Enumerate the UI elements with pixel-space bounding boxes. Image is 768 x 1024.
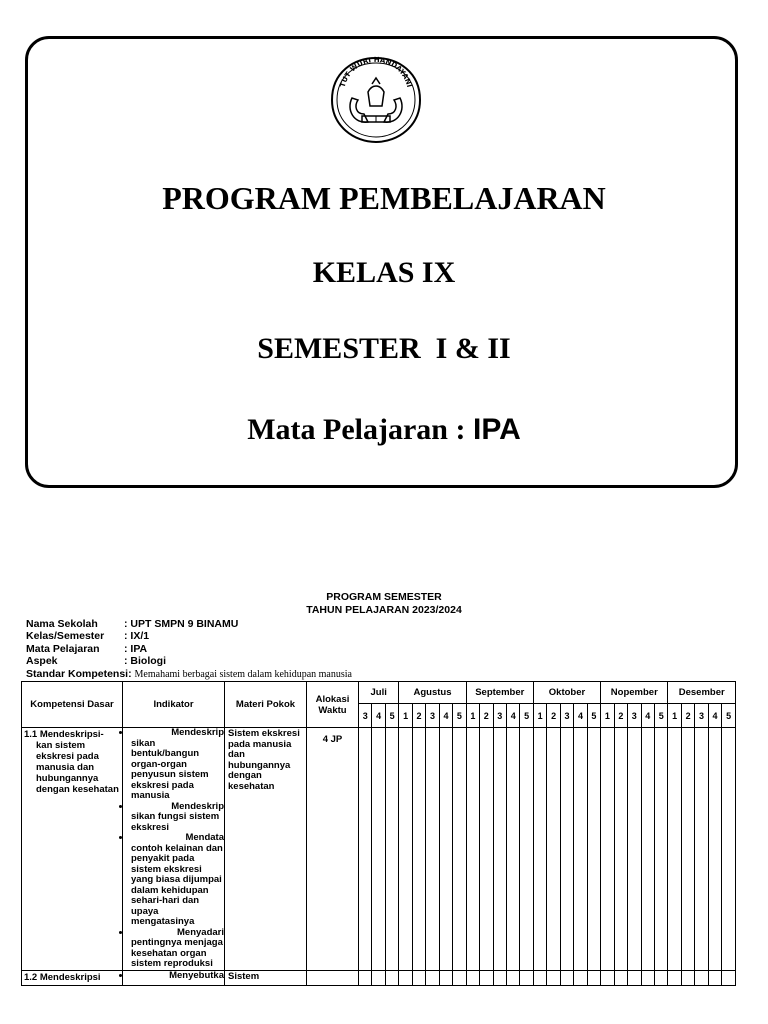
week-cell: 5 — [722, 704, 736, 728]
info-nama-sekolah: Nama Sekolah : UPT SMPN 9 BINAMU — [26, 618, 239, 630]
week-cell: 3 — [493, 704, 506, 728]
svg-text:TUT WURI HANDAYANI: TUT WURI HANDAYANI — [338, 55, 414, 89]
week-cell: 2 — [614, 704, 627, 728]
week-cell: 1 — [601, 704, 614, 728]
indikator-cell — [123, 970, 225, 985]
tut-wuri-handayani-logo — [328, 54, 424, 146]
week-cell: 2 — [681, 704, 694, 728]
table-row — [22, 970, 736, 985]
list-item: • Menyadari pentingnya menjaga kesehatan organ sistem reproduksi — [131, 928, 224, 970]
week-cell: 5 — [654, 704, 667, 728]
alokasi-cell: 4 JP — [307, 728, 359, 971]
materi-cell: Sistem — [225, 970, 307, 985]
week-cell: 3 — [628, 704, 641, 728]
cover-mapel-value: IPA — [472, 413, 521, 446]
kd-cell: 1.2 Mendeskripsi — [22, 970, 123, 985]
kd-cell: 1.1 Mendeskripsi-kan sistem ekskresi pada manusia dan hubungannya dengan kesehatan — [22, 728, 123, 971]
list-item: • Mendata contoh kelainan dan penyakit pada sistem ekskresi yang biasa dijumpai dalam kehidupan sehari-hari dan upaya mengatasinya — [131, 833, 224, 928]
info-kelas-semester: Kelas/Semester : IX/1 — [26, 630, 150, 642]
week-cell: 2 — [547, 704, 560, 728]
alokasi-cell — [307, 970, 359, 985]
header-month: Juli — [359, 682, 399, 704]
cover-mapel-label: Mata Pelajaran : — [247, 413, 473, 446]
header-indikator: Indikator — [123, 682, 225, 728]
cover-semester: SEMESTER I & II — [257, 332, 511, 365]
indikator-cell — [123, 728, 225, 971]
week-cell: 5 — [385, 704, 398, 728]
week-cell: 2 — [412, 704, 425, 728]
week-cell: 4 — [506, 704, 519, 728]
header-alokasi-waktu: Alokasi Waktu — [307, 682, 359, 728]
week-cell: 1 — [466, 704, 479, 728]
table-row — [22, 728, 736, 971]
program-title: PROGRAM SEMESTER — [326, 591, 442, 603]
program-year: TAHUN PELAJARAN 2023/2024 — [306, 604, 462, 616]
week-cell: 4 — [439, 704, 452, 728]
week-cell: 4 — [372, 704, 385, 728]
list-item: • Menyebutka — [131, 971, 224, 982]
info-standar-kompetensi: Standar Kompetensi: Memahami berbagai sistem dalam kehidupan manusia — [26, 668, 352, 680]
week-cell: 5 — [453, 704, 466, 728]
header-materi-pokok: Materi Pokok — [225, 682, 307, 728]
week-cell: 1 — [668, 704, 681, 728]
cover-title: PROGRAM PEMBELAJARAN — [162, 180, 606, 216]
week-cell: 1 — [533, 704, 546, 728]
week-cell: 3 — [695, 704, 708, 728]
header-month: September — [466, 682, 533, 704]
week-cell: 3 — [359, 704, 372, 728]
materi-cell: Sistem ekskresi pada manusia dan hubungannya dengan kesehatan — [225, 728, 307, 971]
header-month: Nopember — [601, 682, 668, 704]
week-cell: 4 — [708, 704, 721, 728]
week-cell: 4 — [574, 704, 587, 728]
header-month: Oktober — [533, 682, 600, 704]
header-month: Desember — [668, 682, 736, 704]
week-cell: 3 — [560, 704, 573, 728]
list-item: • Mendeskrip sikan bentuk/bangun organ-organ penyusun sistem ekskresi pada manusia — [131, 728, 224, 802]
program-semester-table — [21, 681, 736, 986]
header-kompetensi-dasar: Kompetensi Dasar — [22, 682, 123, 728]
cover-mapel — [0, 413, 768, 447]
week-cell: 5 — [587, 704, 600, 728]
week-cell: 1 — [399, 704, 412, 728]
list-item: • Mendeskrip sikan fungsi sistem ekskresi — [131, 802, 224, 834]
week-cell: 3 — [426, 704, 439, 728]
info-aspek: Aspek : Biologi — [26, 655, 166, 667]
week-cell: 5 — [520, 704, 533, 728]
week-cell: 2 — [480, 704, 493, 728]
header-month: Agustus — [399, 682, 466, 704]
cover-kelas: KELAS IX — [312, 256, 456, 289]
week-cell: 4 — [641, 704, 654, 728]
info-mata-pelajaran: Mata Pelajaran : IPA — [26, 643, 148, 655]
